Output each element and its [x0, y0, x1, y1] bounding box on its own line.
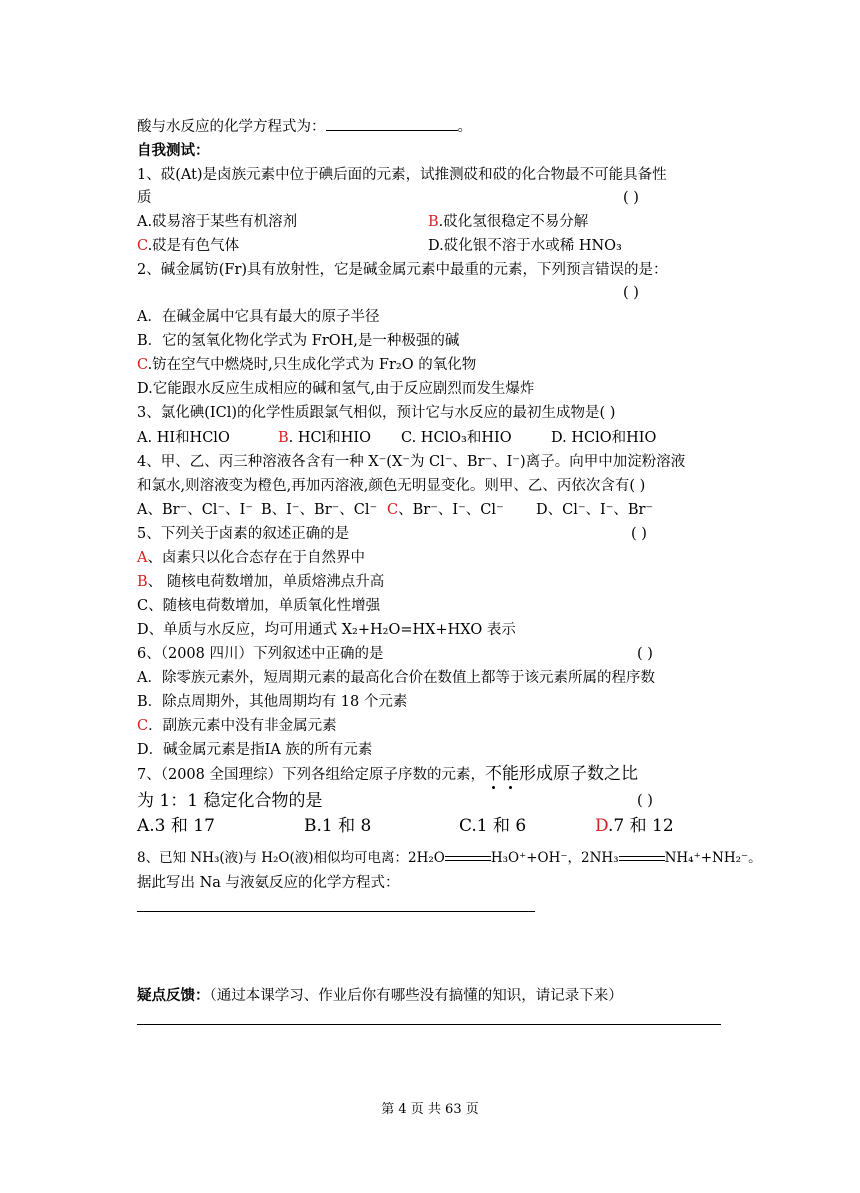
q1-answer-paren: ( ): [623, 190, 639, 206]
q5-option-b-letter: B: [137, 574, 148, 590]
page-footer: 第 4 页 共 63 页: [381, 1102, 479, 1117]
q7-option-d-letter: D: [595, 816, 609, 836]
q7-stem: [137, 764, 638, 785]
q8-stem: [137, 848, 762, 868]
q6-option-c: [137, 716, 337, 736]
q1-option-c: [137, 236, 239, 256]
q2-option-c: [137, 355, 476, 375]
q3-option-a: A. HI和HClO: [137, 430, 230, 446]
q4-stem-continued: 和氯水,则溶液变为橙色,再加丙溶液,颜色无明显变化。则甲、乙、丙依次含有( ): [137, 478, 646, 494]
q5-stem: 5、下列关于卤素的叙述正确的是: [137, 526, 350, 542]
q2-stem: 2、碱金属钫(Fr)具有放射性，它是碱金属元素中最重的元素，下列预言错误的是：: [137, 262, 668, 278]
q1-stem-continued: 质: [137, 190, 152, 206]
q6-option-c-text: ．副族元素中没有非金属元素: [148, 718, 337, 734]
q2-option-a: A．在碱金属中它具有最大的原子半径: [137, 309, 380, 325]
q7-option-c: C.1 和 6: [459, 816, 527, 836]
q2-option-b: B．它的氢氧化物化学式为 FrOH,是一种极强的碱: [137, 333, 460, 349]
q1-option-c-text: .砹是有色气体: [147, 238, 240, 254]
q2-option-c-letter: C: [137, 357, 148, 373]
feedback-title: 疑点反馈：: [137, 987, 210, 1004]
q4-option-a: A、Br⁻、Cl⁻、I⁻: [137, 502, 253, 518]
q3-option-b-letter: B: [278, 430, 289, 446]
q8-stem-continued: 据此写出 Na 与液氨反应的化学方程式：: [137, 875, 400, 891]
q7-option-d-text: .7 和 12: [608, 816, 674, 836]
q8-stem-b: H₃O⁺+OH⁻，2NH₃: [490, 850, 619, 866]
q2-option-d: D.它能跟水反应生成相应的碱和氢气,由于反应剧烈而发生爆炸: [137, 381, 535, 397]
q6-stem: 6、（2008 四川）下列叙述中正确的是: [137, 646, 384, 662]
q3-option-b: [278, 428, 371, 448]
q1-option-a: A.砹易溶于某些有机溶剂: [137, 214, 298, 230]
q3-option-c: C. HClO₃和HIO: [401, 430, 512, 446]
q7-stem-continued: 为 1：1 稳定化合物的是: [137, 791, 323, 811]
q4-option-b: B、I⁻、Br⁻、Cl⁻: [261, 502, 378, 518]
q5-option-a: [137, 548, 365, 568]
q4-option-c-text: 、Br⁻、I⁻、Cl⁻: [398, 502, 504, 518]
q5-option-c: C、随核电荷数增加，单质氧化性增强: [137, 598, 381, 614]
q7-answer-paren: ( ): [637, 793, 653, 809]
q1-option-d: D.砹化银不溶于水或稀 HNO₃: [428, 238, 622, 254]
q1-option-c-letter: C: [137, 238, 148, 254]
q6-option-b: B．除点周期外，其他周期均有 18 个元素: [137, 694, 408, 710]
q1-option-b-letter: B: [428, 214, 439, 230]
q7-stem-post: 形成原子数之比: [518, 764, 638, 784]
q7-emphasis-bu: 不: [484, 764, 502, 784]
q3-option-d: D. HClO和HIO: [551, 430, 657, 446]
feedback-answer-line: [137, 1024, 721, 1025]
q6-option-a: A．除零族元素外，短周期元素的最高化合价在数值上都等于该元素所属的程序数: [137, 670, 655, 686]
equilibrium-arrow-icon: [619, 855, 665, 863]
q2-answer-paren: ( ): [623, 285, 639, 301]
q3-stem: 3、氯化碘(ICl)的化学性质跟氯气相似，预计它与水反应的最初生成物是( ): [137, 405, 616, 421]
q7-stem-pre: 7、（2008 全国理综）下列各组给定原子序数的元素，: [137, 767, 485, 783]
intro-end: 。: [457, 119, 472, 135]
q5-option-a-letter: A: [137, 550, 148, 566]
q6-option-c-letter: C: [137, 718, 149, 734]
q7-option-b: B.1 和 8: [304, 816, 372, 836]
q4-stem: 4、甲、乙、丙三种溶液各含有一种 X⁻(X⁻为 Cl⁻、Br⁻、I⁻)离子。向甲中加淀粉溶液: [137, 454, 686, 470]
q1-option-b-text: .砹化氢很稳定不易分解: [438, 214, 589, 230]
q5-option-b-text: 、 随核电荷数增加，单质熔沸点升高: [147, 574, 385, 590]
q7-option-a: A.3 和 17: [137, 816, 215, 836]
q4-option-d: D、Cl⁻、I⁻、Br⁻: [536, 502, 654, 518]
q4-option-c-letter: C: [387, 502, 399, 518]
feedback-line: [137, 986, 623, 1006]
equilibrium-arrow-icon: [445, 855, 491, 863]
intro-text: 酸与水反应的化学方程式为：: [137, 119, 326, 135]
q8-answer-line: [137, 911, 535, 912]
intro-line: [137, 116, 472, 137]
q1-option-b: [428, 212, 588, 232]
q6-answer-paren: ( ): [637, 646, 653, 662]
q8-stem-c: NH₄⁺+NH₂⁻。: [664, 850, 762, 866]
q1-stem: 1、砹(At)是卤族元素中位于碘后面的元素，试推测砹和砹的化合物最不可能具备性: [137, 167, 667, 183]
q7-option-d: [595, 816, 674, 836]
answer-blank: [326, 116, 458, 131]
feedback-text: （通过本课学习、作业后你有哪些没有搞懂的知识，请记录下来）: [209, 988, 623, 1004]
section-title: 自我测试：: [137, 142, 210, 159]
q5-option-d: D、单质与水反应，均可用通式 X₂+H₂O=HX+HXO 表示: [137, 622, 516, 638]
q5-option-b: [137, 572, 384, 592]
q6-option-d: D．碱金属元素是指ⅠA 族的所有元素: [137, 742, 373, 758]
q8-stem-a: 8、已知 NH₃(液)与 H₂O(液)相似均可电离：2H₂O: [137, 850, 445, 866]
q3-option-b-text: . HCl和HIO: [288, 430, 372, 446]
q5-option-a-text: 、卤素只以化合态存在于自然界中: [147, 550, 365, 566]
q2-option-c-text: .钫在空气中燃烧时,只生成化学式为 Fr₂O 的氧化物: [147, 357, 477, 373]
q5-answer-paren: ( ): [631, 526, 647, 542]
q4-option-c: [387, 500, 504, 520]
q7-emphasis-neng: 能: [501, 764, 519, 784]
